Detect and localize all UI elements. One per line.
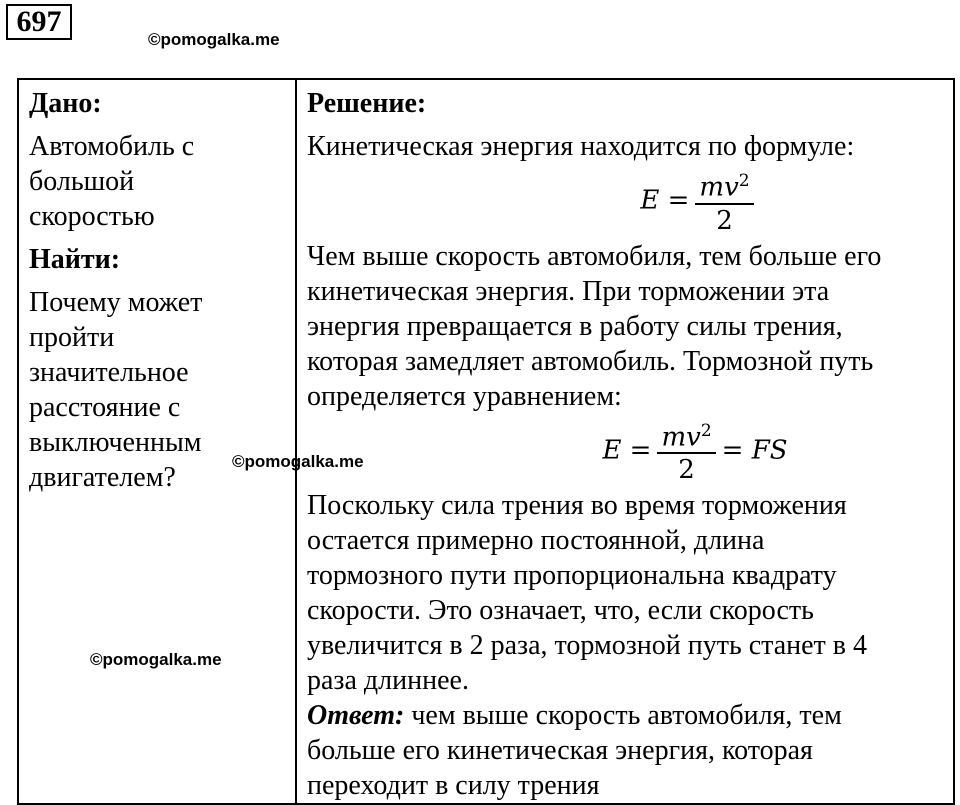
formula-numerator: mv [661, 422, 701, 453]
answer-line: переходит в силу трения [307, 770, 600, 802]
solution-text-line: раза длиннее. [307, 665, 469, 697]
find-line: значительное [29, 357, 189, 388]
solution-text-line: Поскольку сила трения во время торможения [307, 490, 847, 522]
find-line: расстояние с [29, 392, 181, 423]
solution-header: Решение: [307, 88, 427, 119]
answer-line [307, 698, 943, 733]
solution-column [296, 79, 954, 804]
given-header: Дано: [29, 88, 102, 119]
solution-text-line: остается примерно постоянной, длина [307, 525, 765, 557]
find-header: Найти: [29, 244, 121, 275]
find-line: пройти [29, 322, 115, 353]
solution-text-line: тормозного пути пропорциональна квадрату [307, 560, 837, 592]
formula-exponent: 2 [700, 420, 712, 441]
solution-text-line: увеличится в 2 раза, тормозной путь станет в 4 [307, 630, 868, 662]
answer-text: чем выше скорость автомобиля, тем [404, 700, 842, 732]
solution-text-line: скорости. Это означает, что, если скорость [307, 595, 814, 627]
find-line: двигателем? [29, 462, 176, 493]
problem-number: 697 [6, 4, 72, 40]
watermark-bottom: ©pomogalka.me [90, 650, 222, 669]
formula-fraction [657, 416, 715, 487]
given-line: Автомобиль с [29, 131, 195, 162]
solution-text-line: которая замедляет автомобиль. Тормозной путь [307, 345, 874, 377]
solution-text-line: определяется уравнением: [307, 380, 622, 412]
solution-text-line: кинетическая энергия. При торможении эта [307, 275, 830, 307]
watermark-middle: ©pomogalka.me [232, 452, 364, 471]
answer-label: Ответ: [307, 700, 405, 732]
solution-intro: Кинетическая энергия находится по формуле: [307, 131, 855, 162]
braking-distance-formula [307, 416, 943, 487]
formula-lhs: E = [640, 185, 690, 216]
watermark-top: ©pomogalka.me [148, 30, 280, 49]
solution-text-line: Чем выше скорость автомобиля, тем больше его [307, 240, 882, 272]
kinetic-energy-formula [307, 166, 943, 237]
formula-lhs: E = [602, 434, 652, 465]
formula-denominator: 2 [678, 455, 695, 486]
solution-table [17, 78, 955, 805]
formula-exponent: 2 [738, 171, 750, 191]
answer-line: больше его кинетическая энергия, которая [307, 735, 813, 767]
find-line: Почему может [29, 287, 203, 318]
given-column [18, 79, 296, 804]
find-line: выключенным [29, 427, 202, 458]
solution-text-line: энергия превращается в работу силы трения, [307, 310, 843, 342]
formula-numerator: mv [699, 172, 739, 203]
given-line: скоростью [29, 201, 155, 232]
formula-fraction [695, 166, 753, 237]
formula-denominator: 2 [716, 205, 733, 236]
formula-rhs: = FS [721, 434, 788, 465]
given-line: большой [29, 166, 135, 197]
